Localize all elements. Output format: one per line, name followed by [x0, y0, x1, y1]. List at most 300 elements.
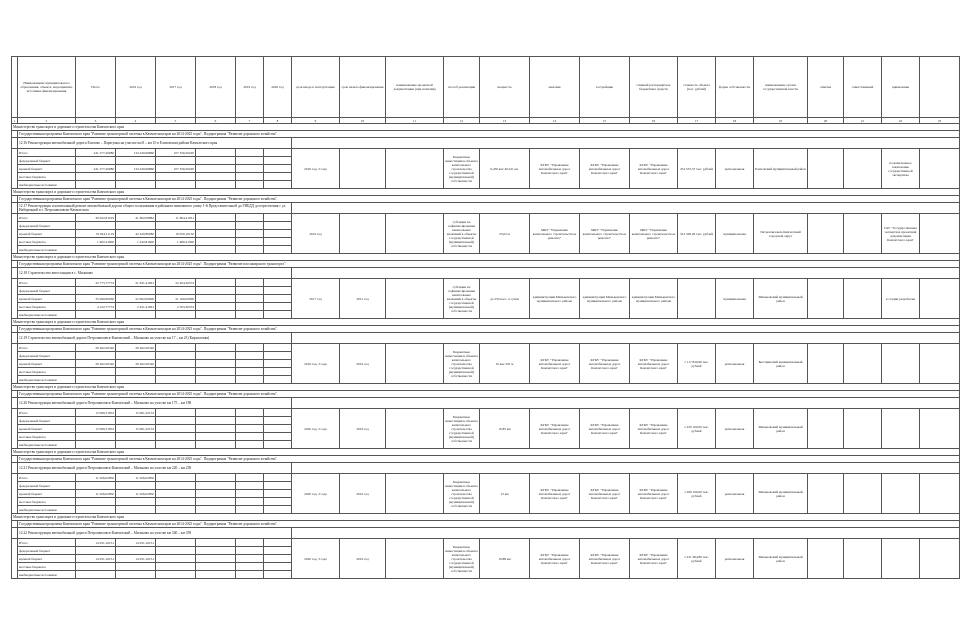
finance-source: краевой бюджет: [18, 360, 76, 368]
finance-source: внебюджетные источники: [18, 246, 76, 254]
program-row: [12, 196, 960, 203]
finance-2018: [196, 165, 236, 173]
capacity-cell: 19,88 км: [480, 539, 530, 579]
object-title: 12.20 Реконструкция автомобильной дороги Петропавловск-Камчатский – Мильково на участке км 175 – км 188: [18, 398, 292, 409]
client-cell: КГКУ "Управление автомобильных дорог Камчатского края": [530, 474, 580, 514]
capacity-cell: 16 км/ 291 м: [480, 344, 530, 384]
object-row: [12, 333, 960, 344]
finance-2020: [264, 441, 292, 449]
finance-total: [76, 482, 116, 490]
finance-2018: [196, 149, 236, 157]
finance-2017: 107 356,56220: [156, 165, 196, 173]
finance-2020: [264, 287, 292, 295]
finance-2020: [264, 563, 292, 571]
finance-2019: [236, 482, 264, 490]
owner-cell: региональная: [716, 539, 754, 579]
finance-2016: 41 602,09882: [116, 214, 156, 222]
header-cell: 2017 год: [156, 57, 196, 118]
object-row: [12, 268, 960, 279]
finance-total: [76, 368, 116, 376]
finance-2019: [236, 360, 264, 368]
finance-2016: [116, 433, 156, 441]
finance-2016: [116, 441, 156, 449]
owner-cell: региональная: [716, 344, 754, 384]
finance-2018: [196, 352, 236, 360]
column-number: 1: [12, 118, 18, 124]
finance-2018: [196, 368, 236, 376]
finance-source: краевой бюджет: [18, 165, 76, 173]
object-row: [12, 398, 960, 409]
header-cell: главный распорядитель бюджетных средств: [630, 57, 678, 118]
method-cell: Бюджетные инвестиции в объекты капитального строительства государственной (муниципальной) собственности: [444, 149, 480, 189]
capacity-cell: до 250 пасс. в сутки: [480, 279, 530, 319]
finance-2018: [196, 498, 236, 506]
investment-table: [11, 56, 960, 579]
finance-2017: [156, 246, 196, 254]
finance-2016: [116, 246, 156, 254]
column-number: 10: [340, 118, 386, 124]
finance-source: внебюджетные источники: [18, 376, 76, 384]
finance-2018: [196, 181, 236, 189]
column-number: 18: [716, 118, 754, 124]
object-row: [12, 463, 960, 474]
term-cell: 2020 год, 3 года: [292, 539, 340, 579]
method-cell: Бюджетные инвестиции в объекты капитального строительства государственной (муниципальной) собственности: [444, 474, 480, 514]
program-row: [12, 391, 960, 398]
finance-2017: [156, 539, 196, 547]
finance-2016: 15 061,32153: [116, 425, 156, 433]
column-number: 20: [808, 118, 844, 124]
resp-cell: [844, 214, 882, 254]
header-cell: способ реализации: [444, 57, 480, 118]
finance-2017: 2 503,30374: [156, 303, 196, 311]
header-cell: 2016 год: [116, 57, 156, 118]
start-cell: [340, 149, 386, 189]
finance-source: Итого: [18, 279, 76, 287]
finance-2017: [156, 563, 196, 571]
finance-total: 29 492,26320: [76, 360, 116, 368]
finance-2020: [264, 303, 292, 311]
finance-row: [12, 214, 960, 222]
start-cell: 2016 год: [340, 474, 386, 514]
finance-2017: 107 356,56220: [156, 149, 196, 157]
finance-2020: [264, 214, 292, 222]
column-number: 16: [630, 118, 678, 124]
finance-2016: 21 631,41691: [116, 279, 156, 287]
authority-cell: Мильковский муниципальный район: [754, 539, 808, 579]
finance-2018: [196, 344, 236, 352]
method-cell: Бюджетные инвестиции в объекты капитального строительства государственной (муниципальной) собственности: [444, 409, 480, 449]
finance-2018: [196, 157, 236, 165]
finance-2017: 11 804,41931: [156, 214, 196, 222]
note-cell: [882, 539, 920, 579]
finance-2017: [156, 181, 196, 189]
finance-source: внебюджетные источники: [18, 506, 76, 514]
finance-2019: [236, 238, 264, 246]
builder-cell: администрация Мильковского муниципального района: [580, 279, 630, 319]
municipality-title: Министерство транспорта и дорожного строительства Камчатского края: [12, 124, 960, 131]
object-title: 12.19 Строительство автомобильной дороги Петропавловск-Камчатский – Мильково на участке км 17 – км 23 (Кирилловка): [18, 333, 292, 344]
project-doc-cell: [386, 409, 444, 449]
owner-cell: региональная: [716, 474, 754, 514]
finance-2016: 134 220,69860: [116, 165, 156, 173]
column-number: 2: [18, 118, 76, 124]
column-number: 12: [444, 118, 480, 124]
finance-2019: [236, 498, 264, 506]
municipality-row: [12, 384, 960, 391]
column-number: 19: [754, 118, 808, 124]
project-doc-cell: [386, 539, 444, 579]
mark-cell: [808, 214, 844, 254]
finance-2019: [236, 157, 264, 165]
finance-2019: [236, 295, 264, 303]
finance-2018: [196, 555, 236, 563]
header-cell: мощность: [480, 57, 530, 118]
capacity-cell: 13 км: [480, 474, 530, 514]
finance-source: местные бюджеты: [18, 433, 76, 441]
finance-2017: [156, 506, 196, 514]
finance-2018: [196, 246, 236, 254]
spacer-cell: [292, 398, 960, 409]
project-doc-cell: [386, 344, 444, 384]
spacer-cell: [292, 333, 960, 344]
object-title: 12.16 Реконструкция автомобильной дороги Елизово – Паратунка на участке км 8 – км 10 в Елизовском районе Камчатского края: [18, 138, 292, 149]
extra-cell: [920, 409, 960, 449]
program-row: [12, 521, 960, 528]
finance-2020: [264, 165, 292, 173]
finance-2019: [236, 214, 264, 222]
spacer-cell: [292, 463, 960, 474]
municipality-title: Министерство транспорта и дорожного строительства Камчатского края: [12, 254, 960, 261]
header-cell: [920, 57, 960, 118]
object-title: 12.21 Реконструкция автомобильной дороги Петропавловск-Камчатский – Мильково на участке км 220 – км 238: [18, 463, 292, 474]
header-cell: застройщик: [580, 57, 630, 118]
finance-source: федеральный бюджет: [18, 352, 76, 360]
project-doc-cell: [386, 474, 444, 514]
resp-cell: [844, 344, 882, 384]
finance-2020: [264, 409, 292, 417]
finance-source: местные бюджеты: [18, 563, 76, 571]
header-cell: ответственный: [844, 57, 882, 118]
municipality-title: Министерство транспорта и дорожного строительства Камчатского края: [12, 449, 960, 456]
header-cell: срок ввода в эксплуатацию: [292, 57, 340, 118]
note-cell: в стадии разработки: [882, 279, 920, 319]
cost-cell: 1 220 100,00 тыс. рублей: [678, 409, 716, 449]
term-cell: 2016 год: [292, 214, 340, 254]
client-cell: КГКУ "Управление автомобильных дорог Камчатского края": [530, 149, 580, 189]
column-number: 9: [292, 118, 340, 124]
finance-total: [76, 246, 116, 254]
finance-source: федеральный бюджет: [18, 547, 76, 555]
finance-2018: [196, 506, 236, 514]
owner-cell: региональная: [716, 409, 754, 449]
finance-2016: [116, 352, 156, 360]
program-row: [12, 261, 960, 268]
finance-2019: [236, 547, 264, 555]
start-cell: 2015 год: [340, 279, 386, 319]
finance-source: местные бюджеты: [18, 238, 76, 246]
finance-2019: [236, 490, 264, 498]
finance-2016: 134 220,69860: [116, 149, 156, 157]
finance-2018: [196, 441, 236, 449]
header-cell: отметка: [808, 57, 844, 118]
gov-cell: КГКУ "Управление автомобильных дорог Камчатского края": [630, 149, 678, 189]
capacity-cell: 25,02 м: [480, 214, 530, 254]
finance-2016: [116, 563, 156, 571]
column-number: 14: [530, 118, 580, 124]
finance-2016: [116, 482, 156, 490]
finance-2020: [264, 571, 292, 579]
finance-2016: [116, 547, 156, 555]
finance-source: местные бюджеты: [18, 498, 76, 506]
program-title: Государственная программа Камчатского края "Развитие транспортной системы в Камчатском крае на 2014-2025 годы". Подпрограмма "Развитие дорожного хозяйства".: [18, 456, 960, 463]
mark-cell: [808, 474, 844, 514]
finance-2016: [116, 311, 156, 319]
finance-source: краевой бюджет: [18, 490, 76, 498]
finance-2017: 21 160,00000: [156, 295, 196, 303]
finance-2018: [196, 539, 236, 547]
finance-2018: [196, 547, 236, 555]
finance-2018: [196, 563, 236, 571]
authority-cell: Елизовский муниципальный район: [754, 149, 808, 189]
authority-cell: Мильковский муниципальный район: [754, 474, 808, 514]
program-row: [12, 131, 960, 138]
finance-row: [12, 474, 960, 482]
header-cell: 2018 год: [196, 57, 236, 118]
owner-cell: муниципальная: [716, 279, 754, 319]
owner-cell: муниципальная: [716, 214, 754, 254]
client-cell: КГКУ "Управление автомобильных дорог Камчатского края": [530, 539, 580, 579]
gov-cell: КГКУ "Управление автомобильных дорог Камчатского края": [630, 474, 678, 514]
finance-total: [76, 181, 116, 189]
finance-2019: [236, 433, 264, 441]
finance-2020: [264, 181, 292, 189]
program-title: Государственная программа Камчатского края "Развитие транспортной системы в Камчатском крае на 2014-2025 годы". Подпрограмма "Развитие дорожного хозяйства".: [18, 521, 960, 528]
header-cell: Итого: [76, 57, 116, 118]
finance-2020: [264, 352, 292, 360]
finance-total: [76, 311, 116, 319]
finance-2017: 22 204,30374: [156, 279, 196, 287]
finance-2018: [196, 571, 236, 579]
note-cell: положительное заключение государственной экспертизы: [882, 149, 920, 189]
header-cell: срок начала финансирования: [340, 57, 386, 118]
resp-cell: [844, 149, 882, 189]
cost-cell: [678, 279, 716, 319]
finance-2018: [196, 287, 236, 295]
finance-source: внебюджетные источники: [18, 311, 76, 319]
finance-2017: [156, 344, 196, 352]
finance-total: [76, 571, 116, 579]
finance-2017: [156, 368, 196, 376]
finance-source: федеральный бюджет: [18, 417, 76, 425]
mark-cell: [808, 539, 844, 579]
start-cell: 2016 год: [340, 539, 386, 579]
finance-2017: [156, 376, 196, 384]
municipality-title: Министерство транспорта и дорожного строительства Камчатского края: [12, 514, 960, 521]
method-cell: Бюджетные инвестиции в объекты капитального строительства государственной (муниципальной) собственности: [444, 539, 480, 579]
finance-2016: [116, 376, 156, 384]
finance-2020: [264, 311, 292, 319]
finance-2020: [264, 344, 292, 352]
extra-cell: [920, 474, 960, 514]
finance-2017: [156, 311, 196, 319]
finance-2019: [236, 417, 264, 425]
term-cell: 2016 год, 3 года: [292, 149, 340, 189]
finance-2018: [196, 360, 236, 368]
client-cell: КГКУ "Управление автомобильных дорог Камчатского края": [530, 344, 580, 384]
finance-2018: [196, 311, 236, 319]
note-cell: [882, 409, 920, 449]
start-cell: 2016 год: [340, 344, 386, 384]
finance-2017: [156, 555, 196, 563]
municipality-row: [12, 189, 960, 196]
spacer-cell: [292, 203, 960, 214]
finance-2019: [236, 181, 264, 189]
finance-2020: [264, 417, 292, 425]
municipality-row: [12, 319, 960, 326]
finance-row: [12, 539, 960, 547]
extra-cell: [920, 344, 960, 384]
project-doc-cell: [386, 214, 444, 254]
finance-2017: [156, 222, 196, 230]
finance-2018: [196, 482, 236, 490]
cost-cell: 474 533,37 тыс. рублей: [678, 149, 716, 189]
finance-2019: [236, 555, 264, 563]
finance-2020: [264, 222, 292, 230]
header-cell: наименование проектной документации (при наличии): [386, 57, 444, 118]
header-cell: заказчик: [530, 57, 580, 118]
finance-2017: [156, 547, 196, 555]
finance-total: [76, 506, 116, 514]
finance-2018: [196, 230, 236, 238]
program-title: Государственная программа Камчатского края "Развитие транспортной системы в Камчатском крае на 2014-2025 годы". Подпрограмма "Развитие дорожного хозяйства".: [18, 326, 960, 333]
object-title: 12.22 Реконструкция автомобильной дороги Петропавловск-Камчатский – Мильково на участке км 340 – км 359: [18, 528, 292, 539]
resp-cell: [844, 539, 882, 579]
finance-row: [12, 149, 960, 157]
finance-total: 29 492,26320: [76, 344, 116, 352]
finance-2019: [236, 352, 264, 360]
column-number: 5: [156, 118, 196, 124]
builder-cell: КГКУ "Управление автомобильных дорог Камчатского края": [580, 474, 630, 514]
finance-2017: [156, 441, 196, 449]
term-cell: 2017 год: [292, 279, 340, 319]
finance-total: 39 022,81019: [76, 214, 116, 222]
finance-total: 15 060,51653: [76, 409, 116, 417]
finance-total: 241 577,26080: [76, 165, 116, 173]
cost-cell: 314 328,29 тыс. рублей: [678, 214, 716, 254]
finance-total: [76, 157, 116, 165]
note-cell: [882, 344, 920, 384]
finance-2019: [236, 506, 264, 514]
finance-2020: [264, 506, 292, 514]
finance-total: 11 026,02850: [76, 474, 116, 482]
finance-2016: [116, 368, 156, 376]
builder-cell: КГКУ "Управление автомобильных дорог Камчатского края": [580, 539, 630, 579]
spacer-cell: [292, 528, 960, 539]
finance-source: краевой бюджет: [18, 425, 76, 433]
column-number: 4: [116, 118, 156, 124]
header-row: [12, 57, 960, 118]
finance-source: местные бюджеты: [18, 303, 76, 311]
extra-cell: [920, 539, 960, 579]
gov-cell: КГКУ "Управление автомобильных дорог Камчатского края": [630, 539, 678, 579]
authority-cell: Петропавловск-Камчатский городской округ: [754, 214, 808, 254]
municipality-title: Министерство транспорта и дорожного строительства Камчатского края: [12, 319, 960, 326]
finance-2016: [116, 287, 156, 295]
finance-2018: [196, 376, 236, 384]
finance-2016: [116, 181, 156, 189]
finance-2020: [264, 230, 292, 238]
finance-total: [76, 498, 116, 506]
object-title: 12.18 Строительство автостанции в с. Мильково: [18, 268, 292, 279]
finance-2018: [196, 474, 236, 482]
finance-source: Итого: [18, 214, 76, 222]
start-cell: 2016 год: [340, 409, 386, 449]
finance-2020: [264, 547, 292, 555]
finance-2016: [116, 498, 156, 506]
finance-2018: [196, 214, 236, 222]
finance-2017: 10 050,10130: [156, 230, 196, 238]
finance-2020: [264, 295, 292, 303]
finance-2020: [264, 474, 292, 482]
finance-source: внебюджетные источники: [18, 571, 76, 579]
object-row: [12, 203, 960, 214]
finance-2020: [264, 376, 292, 384]
finance-2019: [236, 287, 264, 295]
header-cell: Наименование муниципального образования, объекта, мероприятия, источника финансирования: [18, 57, 76, 118]
finance-2017: [156, 409, 196, 417]
municipality-row: [12, 449, 960, 456]
finance-total: [76, 222, 116, 230]
finance-2020: [264, 279, 292, 287]
finance-2019: [236, 368, 264, 376]
program-title: Государственная программа Камчатского края "Развитие транспортной системы в Камчатском крае на 2014-2025 годы". Подпрограмма "Развитие дорожного хозяйства".: [18, 196, 960, 203]
finance-2018: [196, 490, 236, 498]
column-number: 13: [480, 118, 530, 124]
finance-2016: [116, 157, 156, 165]
resp-cell: [844, 474, 882, 514]
finance-2019: [236, 571, 264, 579]
finance-row: [12, 279, 960, 287]
finance-2016: 1 242,81600: [116, 238, 156, 246]
finance-total: [76, 173, 116, 181]
finance-2016: 42 420,80080: [116, 230, 156, 238]
finance-2019: [236, 222, 264, 230]
finance-2019: [236, 441, 264, 449]
extra-cell: [920, 149, 960, 189]
authority-cell: Мильковский муниципальный район: [754, 409, 808, 449]
finance-total: [76, 547, 116, 555]
finance-2017: [156, 157, 196, 165]
finance-2016: 29 492,26320: [116, 344, 156, 352]
table-body: [12, 124, 960, 579]
capacity-cell: 0,450 км/ 40,221 кв.: [480, 149, 530, 189]
finance-source: внебюджетные источники: [18, 181, 76, 189]
finance-2018: [196, 173, 236, 181]
finance-2017: [156, 498, 196, 506]
finance-2016: [116, 173, 156, 181]
finance-2017: [156, 425, 196, 433]
finance-2020: [264, 173, 292, 181]
finance-2016: 11 026,02850: [116, 490, 156, 498]
finance-2016: 2 431,41691: [116, 303, 156, 311]
finance-source: Итого: [18, 344, 76, 352]
finance-2019: [236, 279, 264, 287]
finance-source: федеральный бюджет: [18, 157, 76, 165]
method-cell: субсидии на софинансирование капитальных вложений в объекты государственной (муниципальной) собственности: [444, 214, 480, 254]
mark-cell: [808, 149, 844, 189]
finance-2020: [264, 157, 292, 165]
